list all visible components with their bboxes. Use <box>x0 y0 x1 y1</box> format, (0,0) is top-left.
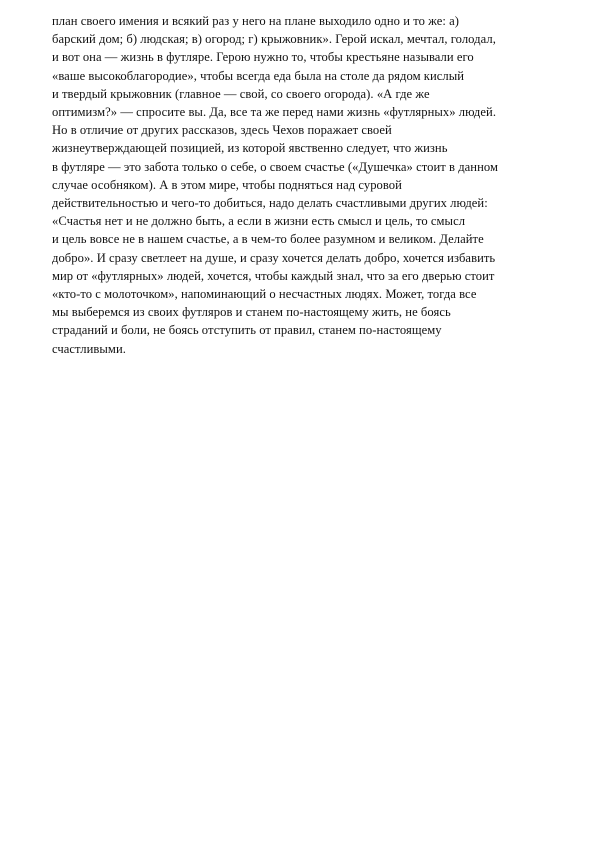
text-line: в футляре — это забота только о себе, о своем счастье («Душечка» стоит в данном <box>52 159 498 174</box>
text-line: и твердый крыжовник (главное — свой, со своего огорода). «А где же <box>52 86 430 101</box>
text-line: и вот она — жизнь в футляре. Герою нужно то, чтобы крестьяне называли его <box>52 50 474 65</box>
text-line: «ваше высокоблагородие», чтобы всегда еда была на столе да рядом кислый <box>52 68 465 83</box>
text-line: и цель вовсе не в нашем счастье, а в чем-то более разумном и великом. Делайте <box>52 232 484 247</box>
essay-text <box>52 12 572 358</box>
text-line: добро». И сразу светлеет на душе, и сразу хочется делать добро, хочется избавить <box>52 250 496 265</box>
text-line: «кто-то с молоточком», напоминающий о несчастных людях. Может, тогда все <box>52 287 477 302</box>
text-line: оптимизм?» — спросите вы. Да, все та же перед нами жизнь «футлярных» людей. <box>52 105 497 120</box>
text-line: жизнеутверждающей позицией, из которой явственно следует, что жизнь <box>52 141 448 156</box>
text-line: Но в отличие от других рассказов, здесь Чехов поражает своей <box>52 123 392 138</box>
text-line: мир от «футлярных» людей, хочется, чтобы каждый знал, что за его дверью стоит <box>52 268 495 283</box>
text-line: случае особняком). А в этом мире, чтобы подняться над суровой <box>52 177 402 192</box>
text-line: счастливыми. <box>52 341 126 356</box>
text-line: план своего имения и всякий раз у него на плане выходило одно и то же: а) <box>52 14 459 28</box>
text-line: мы выберемся из своих футляров и станем по-настоящему жить, не боясь <box>52 305 451 320</box>
text-line: страданий и боли, не боясь отступить от правил, станем по-настоящему <box>52 323 442 338</box>
text-line: «Счастья нет и не должно быть, а если в жизни есть смысл и цель, то смысл <box>52 214 466 229</box>
text-line: барский дом; б) людская; в) огород; г) крыжовник». Герой искал, мечтал, голодал, <box>52 32 496 47</box>
text-line: действительностью и чего-то добиться, надо делать счастливыми других людей: <box>52 196 488 211</box>
